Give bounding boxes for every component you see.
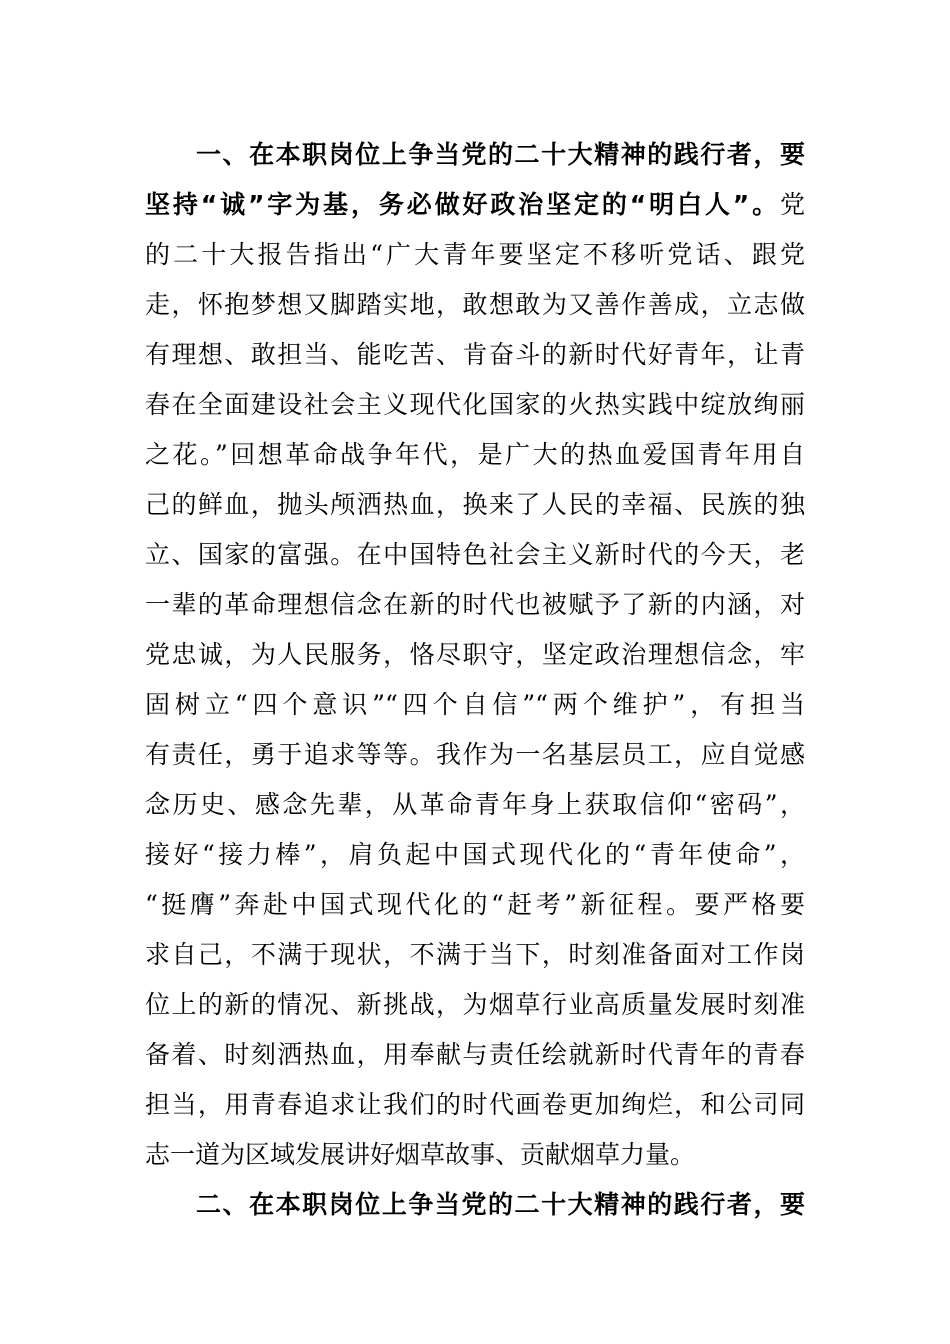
body-line: 己的鲜血，抛头颅洒热血，换来了人民的幸福、民族的独	[145, 490, 805, 519]
body-line: 固树立“四个意识”“四个自信”“两个维护”，有担当	[145, 690, 805, 719]
body-line: 党忠诚，为人民服务，恪尽职守，坚定政治理想信念，牢	[145, 640, 805, 669]
body-line: 求自己，不满于现状，不满于当下，时刻准备面对工作岗	[145, 940, 805, 969]
body-line: 备着、时刻洒热血，用奉献与责任绘就新时代青年的青春	[145, 1040, 805, 1069]
body-line: 念历史、感念先辈，从革命青年身上获取信仰“密码”，	[145, 790, 805, 819]
body-line: 之花。”回想革命战争年代，是广大的热血爱国青年用自	[145, 440, 805, 469]
body-line: “挺膺”奔赴中国式现代化的“赶考”新征程。要严格要	[145, 890, 805, 919]
body-line: 立、国家的富强。在中国特色社会主义新时代的今天，老	[145, 540, 805, 569]
body-line: 接好“接力棒”，肩负起中国式现代化的“青年使命”，	[145, 840, 805, 869]
body-line-last: 志一道为区域发展讲好烟草故事、贡献烟草力量。	[145, 1140, 696, 1169]
body-line: 担当，用青春追求让我们的时代画卷更加绚烂，和公司同	[145, 1090, 805, 1119]
body-line: 有责任，勇于追求等等。我作为一名基层员工，应自觉感	[145, 740, 805, 769]
body-line: 一辈的革命理想信念在新的时代也被赋予了新的内涵，对	[145, 590, 805, 619]
section-1-heading-line-2	[145, 180, 805, 230]
body-line: 位上的新的情况、新挑战，为烟草行业高质量发展时刻准	[145, 990, 805, 1019]
body-line: 走，怀抱梦想又脚踏实地，敢想敢为又善作善成，立志做	[145, 290, 805, 319]
section-1-body-start: 党	[779, 190, 805, 219]
section-2-heading-line-1: 二、在本职岗位上争当党的二十大精神的践行者，要	[196, 1190, 805, 1219]
section-1-heading-line-1: 一、在本职岗位上争当党的二十大精神的践行者，要	[196, 140, 805, 169]
body-line: 有理想、敢担当、能吃苦、肯奋斗的新时代好青年，让青	[145, 340, 805, 369]
body-line: 春在全面建设社会主义现代化国家的火热实践中绽放绚丽	[145, 390, 805, 419]
body-line: 的二十大报告指出“广大青年要坚定不移听党话、跟党	[145, 240, 805, 269]
section-1-heading-text: 坚持“诚”字为基，务必做好政治坚定的“明白人”。	[145, 190, 780, 219]
